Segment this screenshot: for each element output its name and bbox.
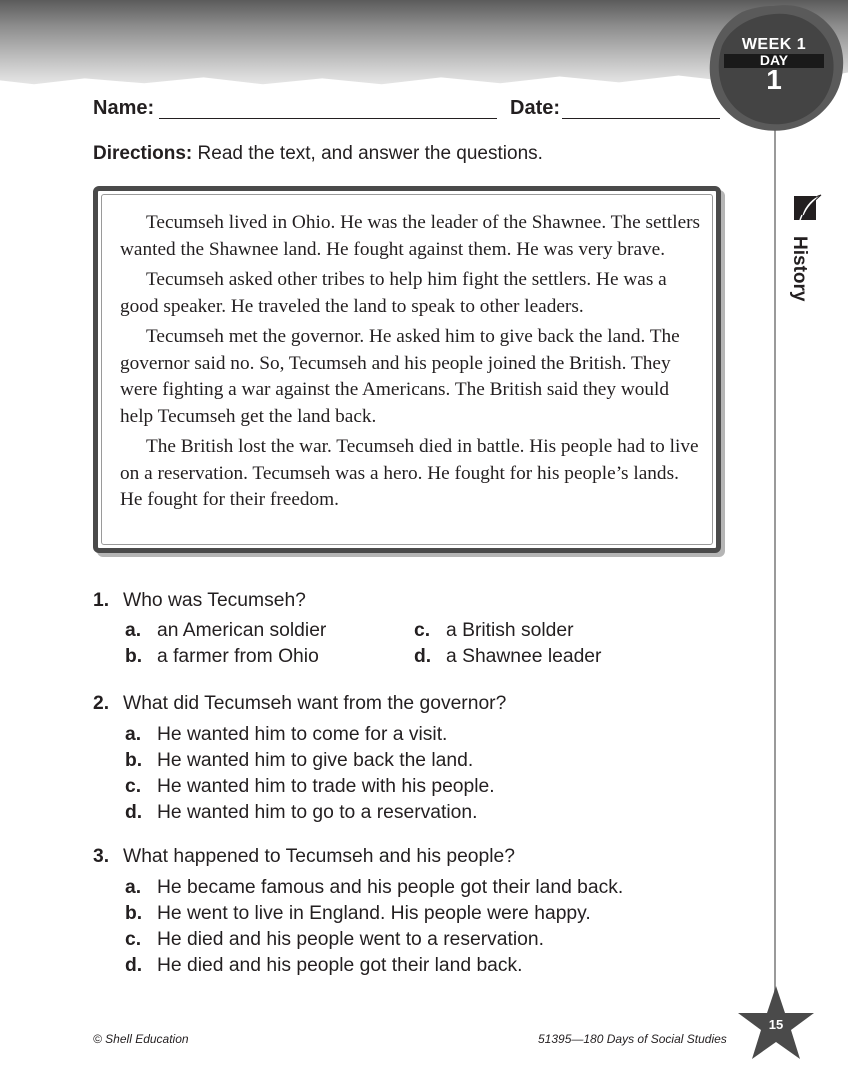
passage-paragraph: Tecumseh lived in Ohio. He was the leader of the Shawnee. The settlers wanted the Shawnee land. He fought against them. He was very brave. [120,212,701,260]
badge-week: WEEK 1 [741,36,807,53]
question-2 [93,693,506,715]
option-text: a British solder [446,620,574,641]
passage-paragraph: The British lost the war. Tecumseh died in battle. His people had to live on a reservation. Tecumseh was a hero. He fought for his people’s lands. He fought for their freedom. [120,436,699,510]
reading-passage [120,210,702,518]
answer-option[interactable] [125,802,477,824]
passage-paragraph: Tecumseh asked other tribes to help him fight the settlers. He was a good speaker. He traveled the land to speak to other leaders. [120,269,667,317]
directions-label: Directions: [93,143,193,164]
question-text: What did Tecumseh want from the governor? [123,693,507,714]
margin-rule [774,120,776,1000]
option-letter: b. [125,646,143,667]
quill-pen-icon [793,193,823,223]
question-text: What happened to Tecumseh and his people? [123,846,515,867]
answer-option[interactable] [414,646,601,668]
question-number: 1. [93,590,110,611]
badge-day-number: 1 [766,64,782,95]
option-text: He wanted him to go to a reservation. [157,802,478,823]
option-text: He died and his people got their land back. [157,955,523,976]
answer-option[interactable] [125,903,591,925]
option-letter: c. [414,620,431,641]
option-letter: c. [125,776,142,797]
option-letter: b. [125,903,143,924]
footer-copyright: © Shell Education [93,1032,189,1046]
option-letter: d. [414,646,432,667]
option-text: an American soldier [157,620,327,641]
answer-option[interactable] [125,646,319,668]
answer-option[interactable] [125,877,623,899]
answer-option[interactable] [125,620,326,642]
option-text: He wanted him to give back the land. [157,750,474,771]
name-field-line[interactable] [159,118,497,119]
name-label: Name: [93,97,155,119]
passage-paragraph: Tecumseh met the governor. He asked him to give back the land. The governor said no. So, Tecumseh and his people joined the British. They were fighting a war against the Americans. The British said they would help Tecumseh get the land back. [120,326,680,427]
page-number: 15 [768,1017,784,1032]
option-text: He wanted him to come for a visit. [157,724,448,745]
answer-option[interactable] [125,776,495,798]
answer-option[interactable] [414,620,574,642]
badge-day-label: DAY [759,52,789,68]
date-label: Date: [510,97,561,119]
option-text: a Shawnee leader [446,646,602,667]
option-letter: a. [125,724,142,745]
option-letter: b. [125,750,143,771]
option-letter: d. [125,802,143,823]
answer-option[interactable] [125,750,473,772]
answer-option[interactable] [125,929,544,951]
option-letter: d. [125,955,143,976]
footer-book-title: 51395—180 Days of Social Studies [538,1032,727,1046]
option-letter: c. [125,929,142,950]
option-text: He went to live in England. His people were happy. [157,903,591,924]
question-3 [93,846,515,868]
option-text: He became famous and his people got their land back. [157,877,624,898]
option-letter: a. [125,620,142,641]
option-text: a farmer from Ohio [157,646,319,667]
subject-tab [788,236,828,326]
subject-label: History [789,236,810,302]
directions-text: Read the text, and answer the questions. [192,143,543,164]
answer-option[interactable] [125,955,523,977]
option-text: He wanted him to trade with his people. [157,776,495,797]
name-date-row [93,97,723,123]
question-number: 2. [93,693,110,714]
question-1 [93,590,306,612]
option-text: He died and his people went to a reservation. [157,929,544,950]
question-text: Who was Tecumseh? [123,590,306,611]
date-field-line[interactable] [562,118,720,119]
option-letter: a. [125,877,142,898]
directions [93,143,543,165]
question-number: 3. [93,846,110,867]
answer-option[interactable] [125,724,447,746]
